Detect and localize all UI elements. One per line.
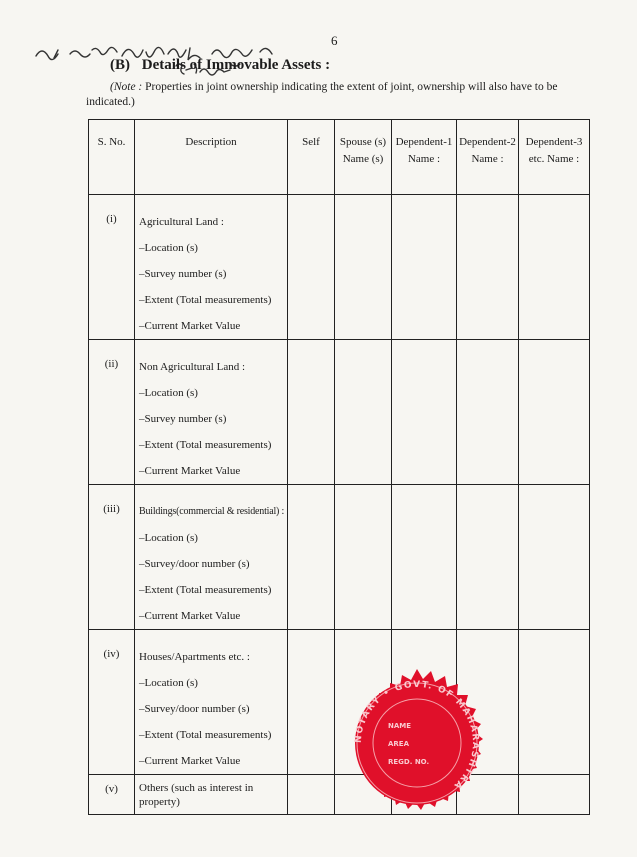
row-description [135, 485, 288, 630]
header-dependent-3: Dependent-3 etc. Name : [519, 120, 590, 195]
cell-self[interactable] [288, 485, 335, 630]
section-heading: Details of Immovable Assets : [141, 57, 331, 73]
ownership-note [86, 80, 586, 110]
row-line: – Extent (Total measurements) [139, 577, 283, 603]
cell-dependent-3[interactable] [519, 340, 590, 485]
header-self: Self [288, 120, 335, 195]
row-line: – Survey/door number (s) [139, 551, 283, 577]
cell-dependent-1[interactable] [392, 485, 457, 630]
table-header-row [89, 120, 590, 195]
row-sno: (iii) [89, 485, 135, 630]
seal-inner-line: REGD. NO. [388, 758, 430, 766]
header-sno: S. No. [89, 120, 135, 195]
section-label: (B) [110, 57, 130, 73]
seal-outer-text: NOTARY • GOVT. OF MAHARASHTRA [353, 679, 481, 792]
note-text: Properties in joint ownership indicating the extent of joint, ownership will also have to be indicated.) [86, 81, 558, 108]
cell-spouse[interactable] [335, 195, 392, 340]
row-description [135, 195, 288, 340]
row-line: – Location (s) [139, 525, 283, 551]
row-line: – Extent (Total measurements) [139, 432, 283, 458]
cell-dependent-3[interactable] [519, 775, 590, 815]
row-line: – Location (s) [139, 670, 283, 696]
row-line: – Current Market Value [139, 458, 283, 484]
cell-dependent-1[interactable] [392, 195, 457, 340]
seal-inner-line: NAME [388, 722, 412, 730]
row-sno: (v) [89, 775, 135, 815]
header-description: Description [135, 120, 288, 195]
cell-self[interactable] [288, 775, 335, 815]
row-line: – Extent (Total measurements) [139, 722, 283, 748]
page-number: 6 [331, 33, 338, 48]
cell-dependent-3[interactable] [519, 195, 590, 340]
header-spouse: Spouse (s) Name (s) [335, 120, 392, 195]
cell-dependent-3[interactable] [519, 630, 590, 775]
cell-dependent-3[interactable] [519, 485, 590, 630]
row-line: – Survey number (s) [139, 406, 283, 432]
cell-self[interactable] [288, 340, 335, 485]
row-title: Houses/Apartments etc. : [139, 651, 250, 663]
row-line: – Extent (Total measurements) [139, 287, 283, 313]
cell-self[interactable] [288, 630, 335, 775]
header-dependent-2: Dependent-2 Name : [457, 120, 519, 195]
row-title: Non Agricultural Land : [139, 361, 246, 373]
row-title: Others (such as interest in property) [139, 782, 254, 808]
row-sno: (ii) [89, 340, 135, 485]
row-sno: (i) [89, 195, 135, 340]
row-line: – Current Market Value [139, 313, 283, 339]
row-description [135, 340, 288, 485]
row-line: – Location (s) [139, 235, 283, 261]
row-line: – Survey number (s) [139, 261, 283, 287]
cell-spouse[interactable] [335, 485, 392, 630]
section-title [110, 57, 330, 74]
cell-dependent-2[interactable] [457, 195, 519, 340]
row-line: – Current Market Value [139, 748, 283, 774]
table-row [89, 340, 590, 485]
note-prefix: (Note : [110, 81, 143, 93]
header-dependent-1: Dependent-1 Name : [392, 120, 457, 195]
row-description [135, 775, 288, 815]
cell-self[interactable] [288, 195, 335, 340]
row-line: – Current Market Value [139, 603, 283, 629]
table-row [89, 195, 590, 340]
row-title: Agricultural Land : [139, 216, 224, 228]
row-title: Buildings(commercial & residential) : [139, 506, 285, 517]
table-row [89, 485, 590, 630]
cell-dependent-1[interactable] [392, 340, 457, 485]
row-line: – Survey/door number (s) [139, 696, 283, 722]
cell-spouse[interactable] [335, 340, 392, 485]
cell-dependent-2[interactable] [457, 485, 519, 630]
row-line: – Location (s) [139, 380, 283, 406]
row-description [135, 630, 288, 775]
seal-inner-line: AREA [388, 740, 410, 748]
row-sno: (iv) [89, 630, 135, 775]
notary-seal-icon [336, 668, 498, 830]
cell-dependent-2[interactable] [457, 340, 519, 485]
